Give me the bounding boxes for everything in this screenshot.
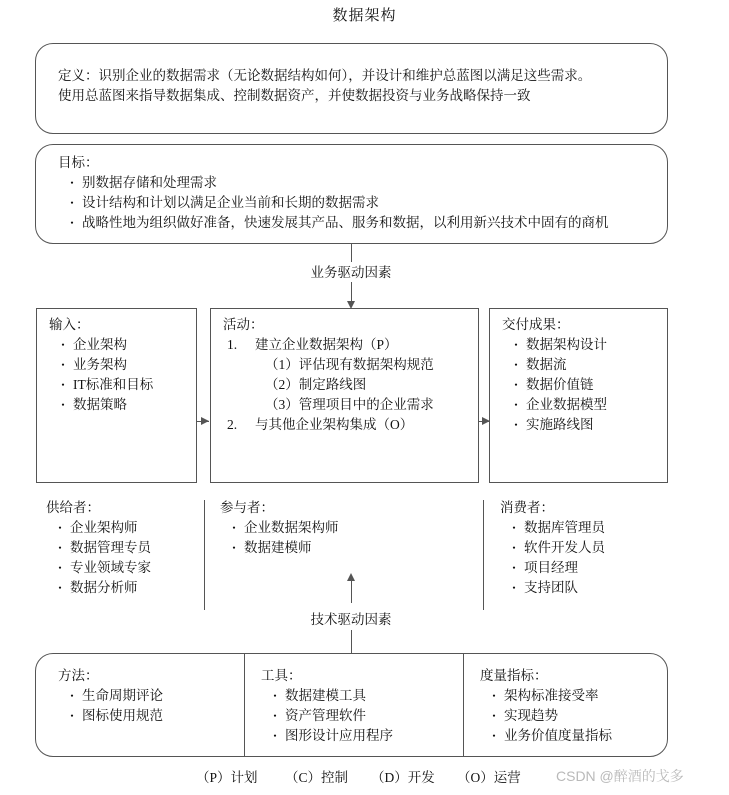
list-item: ・ 战略性地为组织做好准备，快速发展其产品、服务和数据，以利用新兴技术中固有的商机 (68, 213, 658, 233)
list-item: ・ 数据架构设计 (512, 335, 607, 355)
roles-divider-left (204, 500, 205, 610)
list-item: ・ 数据库管理员 (510, 518, 605, 538)
list-item: ・ 数据价值链 (512, 375, 607, 395)
inputs-content (49, 315, 153, 415)
list-item: ・ 企业数据架构师 (230, 518, 339, 538)
business-driver-line-upper (351, 244, 352, 262)
list-item: ・ IT标准和目标 (59, 375, 153, 395)
inputs-header: 输入： (49, 317, 90, 332)
list-item: ・ 设计结构和计划以满足企业当前和长期的数据需求 (68, 193, 658, 213)
metrics-content (480, 666, 612, 746)
goals-header: 目标： (58, 155, 99, 170)
activities-content (223, 315, 434, 435)
metrics-header: 度量指标： (480, 668, 548, 683)
consumers-header: 消费者： (500, 500, 554, 515)
inputs-to-activities-arrow-icon (201, 417, 209, 425)
list-item: ・ 图形设计应用程序 (271, 726, 393, 746)
suppliers-list (46, 518, 151, 598)
list-item: ・ 数据建模师 (230, 538, 339, 558)
deliverables-list (502, 335, 607, 435)
list-item: ・ 支持团队 (510, 578, 605, 598)
goals-content (58, 153, 658, 233)
list-item: ・ 业务价值度量指标 (490, 726, 612, 746)
list-item: ・ 数据建模工具 (271, 686, 393, 706)
activities-header: 活动： (223, 317, 264, 332)
metrics-list (480, 686, 612, 746)
business-driver-label: 业务驱动因素 (310, 265, 392, 280)
technology-driver-label: 技术驱动因素 (310, 612, 392, 627)
suppliers-content (46, 498, 151, 598)
list-item: ・ 项目经理 (510, 558, 605, 578)
list-item: ・ 资产管理软件 (271, 706, 393, 726)
list-item: ・ 图标使用规范 (68, 706, 163, 726)
inputs-box (36, 308, 197, 483)
list-item: ・ 软件开发人员 (510, 538, 605, 558)
participants-header: 参与者： (220, 500, 274, 515)
techniques-content (58, 666, 163, 726)
technology-driver-line-lower (351, 630, 352, 653)
techniques-header: 方法： (58, 668, 99, 683)
bottom-divider-right (463, 654, 464, 756)
technology-driver-line-upper (351, 580, 352, 603)
legend-plan: （P）计划 (196, 770, 258, 785)
list-item: ・ 别数据存储和处理需求 (68, 173, 658, 193)
participants-list (220, 518, 339, 558)
definition-text (58, 66, 658, 106)
legend-control: （C）控制 (285, 770, 349, 785)
list-subitem: （2）制定路线图 (265, 377, 367, 392)
participants-content (220, 498, 339, 558)
deliverables-box (489, 308, 668, 483)
suppliers-header: 供给者： (46, 500, 100, 515)
consumers-content (500, 498, 605, 598)
activities-box (210, 308, 479, 483)
list-item: ・ 专业领域专家 (56, 558, 151, 578)
techniques-list (58, 686, 163, 726)
list-item: ・ 企业架构师 (56, 518, 151, 538)
list-item: ・ 业务架构 (59, 355, 153, 375)
list-item: ・ 实施路线图 (512, 415, 607, 435)
page-title: 数据架构 (332, 8, 397, 24)
business-driver-line-lower (351, 282, 352, 302)
list-subitem: （1）评估现有数据架构规范 (265, 357, 434, 372)
deliverables-content (502, 315, 607, 435)
definition-line-2: 使用总蓝图来指导数据集成、控制数据资产，并使数据投资与业务战略保持一致 (58, 88, 531, 103)
list-subitem: （3）管理项目中的企业需求 (265, 397, 434, 412)
list-item: ・ 数据分析师 (56, 578, 151, 598)
goals-box (35, 144, 668, 244)
list-item: ・ 企业架构 (59, 335, 153, 355)
definition-box (35, 43, 668, 134)
legend-develop: （D）开发 (371, 770, 435, 785)
activities-list (223, 335, 434, 435)
list-item: ・ 实现趋势 (490, 706, 612, 726)
inputs-list (49, 335, 153, 415)
bottom-box (35, 653, 668, 757)
tools-list (261, 686, 393, 746)
list-item: ・ 数据管理专员 (56, 538, 151, 558)
tools-content (261, 666, 393, 746)
consumers-list (500, 518, 605, 598)
definition-line-1: 定义：识别企业的数据需求（无论数据结构如何），并设计和维护总蓝图以满足这些需求。 (58, 68, 592, 83)
bottom-divider-left (244, 654, 245, 756)
roles-divider-right (483, 500, 484, 610)
list-item: ・ 生命周期评论 (68, 686, 163, 706)
goals-list (58, 173, 658, 233)
list-item: ・ 数据流 (512, 355, 607, 375)
list-item: 建立企业数据架构（P） (255, 337, 398, 352)
list-item: 与其他企业架构集成（O） (255, 417, 414, 432)
legend-operate: （O）运营 (457, 770, 521, 785)
watermark: CSDN @醉酒的戈多 (556, 768, 684, 784)
list-item: ・ 企业数据模型 (512, 395, 607, 415)
list-item: ・ 架构标准接受率 (490, 686, 612, 706)
deliverables-header: 交付成果： (502, 317, 570, 332)
tools-header: 工具： (261, 668, 302, 683)
list-item: ・ 数据策略 (59, 395, 153, 415)
